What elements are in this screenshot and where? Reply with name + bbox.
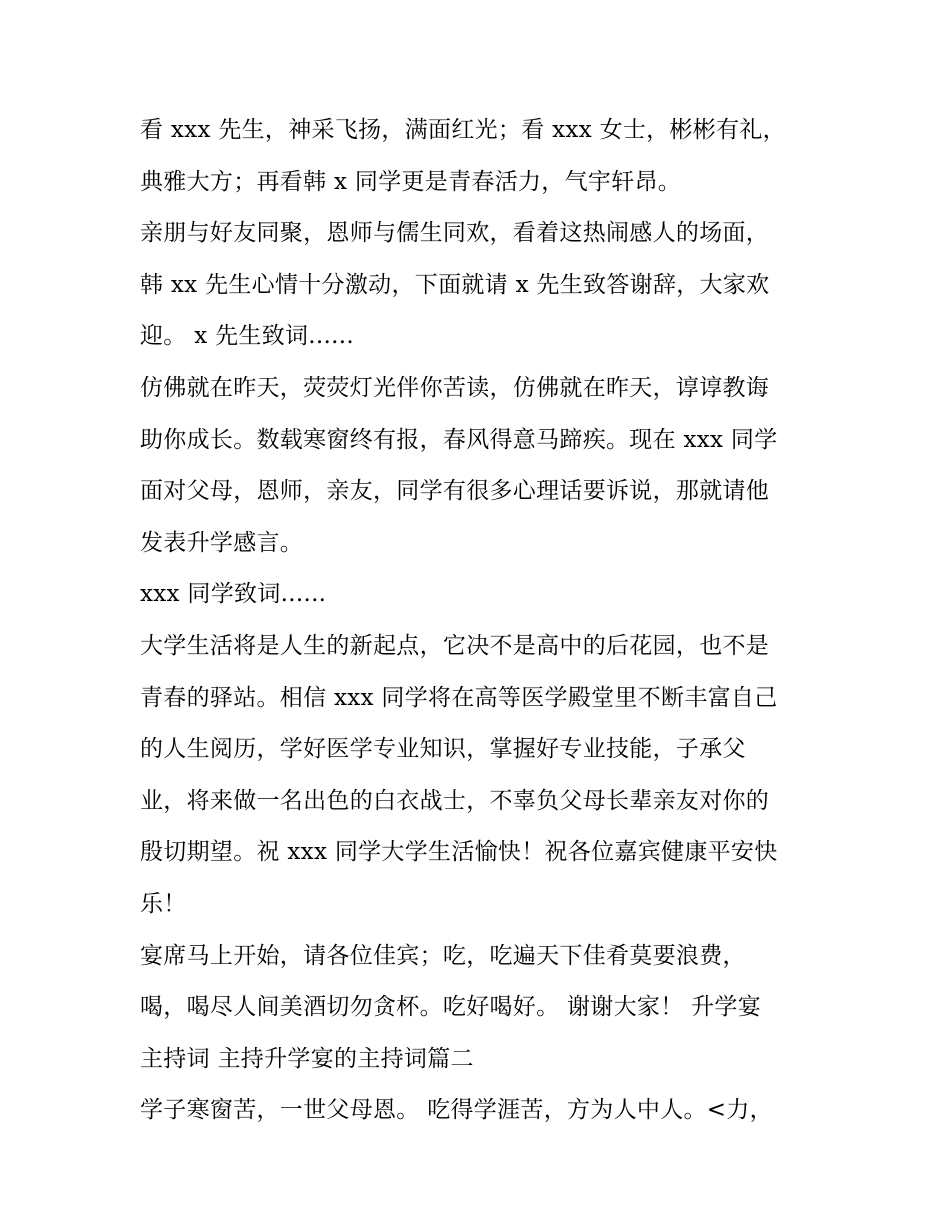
text-line: 青春的驿站。相信 xxx 同学将在高等医学殿堂里不断丰富自己 xyxy=(140,684,778,711)
text-line: 的人生阅历，学好医学专业知识，掌握好专业技能，子承父 xyxy=(140,736,746,763)
text-line: 殷切期望。祝 xxx 同学大学生活愉快！祝各位嘉宾健康平安快 xyxy=(140,839,778,866)
text-line: 典雅大方；再看韩 x 同学更是青春活力，气宇轩昂。 xyxy=(140,168,682,195)
text-line: 业，将来做一名出色的白衣战士，不辜负父母长辈亲友对你的 xyxy=(140,787,770,814)
text-line: 宴席马上开始，请各位佳宾；吃，吃遍天下佳肴莫要浪费， xyxy=(140,942,746,969)
text-line: 主持词 主持升学宴的主持词篇二 xyxy=(140,1045,474,1072)
document-body xyxy=(140,108,830,1140)
text-line: 学子寒窗苦，一世父母恩。 吃得学涯苦，方为人中人。<力， xyxy=(140,1097,773,1124)
text-line: 乐！ xyxy=(140,890,187,917)
text-line: 面对父母，恩师，亲友，同学有很多心理话要诉说，那就请他 xyxy=(140,478,770,505)
text-line: 迎。 x 先生致词...... xyxy=(140,323,354,350)
text-line: 看 xxx 先生，神采飞扬，满面红光；看 xxx 女士，彬彬有礼， xyxy=(140,117,786,143)
text-line: 仿佛就在昨天，荧荧灯光伴你苦读，仿佛就在昨天，谆谆教诲 xyxy=(140,374,770,401)
text-line: 发表升学感言。 xyxy=(140,529,304,556)
text-line: 韩 xx 先生心情十分激动，下面就请 x 先生致答谢辞，大家欢 xyxy=(140,271,770,298)
text-line: 亲朋与好友同聚，恩师与儒生同欢，看着这热闹感人的场面， xyxy=(140,220,770,247)
text-line: 喝，喝尽人间美酒切勿贪杯。吃好喝好。 谢谢大家！ 升学宴 xyxy=(140,994,762,1021)
text-line: 大学生活将是人生的新起点，它决不是高中的后花园，也不是 xyxy=(140,632,770,659)
text-line: xxx 同学致词...... xyxy=(140,581,327,608)
text-line: 助你成长。数载寒窗终有报，春风得意马蹄疾。现在 xxx 同学 xyxy=(140,426,778,453)
